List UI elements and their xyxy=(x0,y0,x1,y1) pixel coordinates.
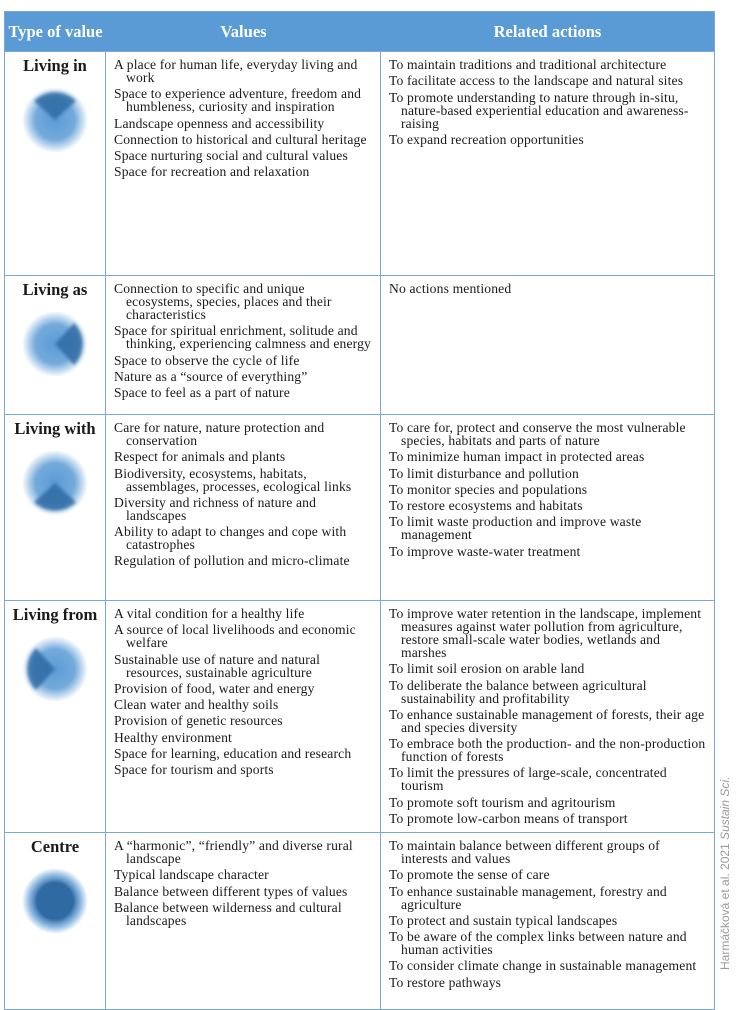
action-item: To limit soil erosion on arable land xyxy=(389,661,585,677)
actions-cell-list xyxy=(389,839,708,989)
actions-cell-list xyxy=(389,282,708,295)
action-item: To promote low-carbon means of transport xyxy=(389,811,628,827)
table-row xyxy=(5,832,714,1009)
table-row xyxy=(5,600,714,832)
action-item: To enhance sustainable management, forestry and agriculture xyxy=(389,883,667,912)
values-cell xyxy=(106,276,381,414)
value-item: Space for recreation and relaxation xyxy=(114,164,310,180)
value-item: Provision of genetic resources xyxy=(114,713,283,729)
value-item: A place for human life, everyday living and work xyxy=(114,57,358,85)
table-row xyxy=(5,51,714,275)
value-item: Space for learning, education and research xyxy=(114,746,352,762)
action-item: To maintain traditions and traditional architecture xyxy=(389,57,667,72)
header-type-of-value: Type of value xyxy=(8,21,103,41)
citation-authors: Harmáčková et al. 2021 xyxy=(718,839,732,970)
value-item: Provision of food, water and energy xyxy=(114,680,315,696)
action-item: To consider climate change in sustainable management xyxy=(389,958,697,974)
type-label: Living from xyxy=(12,605,98,624)
actions-cell xyxy=(381,52,714,275)
type-label: Living in xyxy=(23,56,87,75)
value-item: Diversity and richness of nature and landscapes xyxy=(114,494,317,523)
value-item: Space nurturing social and cultural values xyxy=(114,148,348,164)
values-cell xyxy=(106,415,381,600)
action-item: To minimize human impact in protected areas xyxy=(389,449,645,465)
value-item: Nature as a “source of everything” xyxy=(114,368,308,384)
circle-wedge-right-icon xyxy=(22,311,88,377)
action-item: To restore ecosystems and habitats xyxy=(389,498,583,514)
value-item: Ability to adapt to changes and cope with catastrophes xyxy=(114,524,347,553)
actions-cell xyxy=(381,276,714,414)
action-item: To be aware of the complex links between nature and human activities xyxy=(389,929,687,958)
action-item: To limit the pressures of large-scale, concentrated tourism xyxy=(389,765,667,794)
values-cell-list xyxy=(114,607,374,776)
values-cell-list xyxy=(114,839,374,927)
value-item: A source of local livelihoods and economic welfare xyxy=(114,622,356,651)
action-item: To restore pathways xyxy=(389,974,502,990)
action-item: To promote the sense of care xyxy=(389,867,550,883)
values-cell-list xyxy=(114,58,374,178)
type-cell xyxy=(5,601,106,832)
value-item: Respect for animals and plants xyxy=(114,449,286,465)
action-item: To improve water retention in the landscape, implement measures against water pollution from agriculture, restore small-scale water bodies, wetlands and marshes xyxy=(389,606,702,660)
value-item: Space to observe the cycle of life xyxy=(114,352,300,368)
value-item: Balance between wilderness and cultural landscapes xyxy=(114,899,342,928)
type-cell xyxy=(5,276,106,414)
action-item: To limit disturbance and pollution xyxy=(389,465,579,481)
value-item: Space to experience adventure, freedom and humbleness, curiosity and inspiration xyxy=(114,86,362,115)
type-label: Living as xyxy=(22,280,88,299)
action-item: To promote soft tourism and agritourism xyxy=(389,794,616,810)
value-item: Regulation of pollution and micro-climate xyxy=(114,553,350,569)
value-item: Connection to specific and unique ecosystems, species, places and their characteristics xyxy=(114,281,332,322)
type-cell xyxy=(5,415,106,600)
table-row xyxy=(5,414,714,600)
action-item: To facilitate access to the landscape and natural sites xyxy=(389,73,684,89)
values-cell xyxy=(106,601,381,832)
type-label: Living with xyxy=(14,419,96,438)
circle-wedge-left-icon xyxy=(22,636,88,702)
value-item: Space to feel as a part of nature xyxy=(114,385,290,401)
action-item: To monitor species and populations xyxy=(389,481,588,497)
value-item: Connection to historical and cultural heritage xyxy=(114,131,367,147)
values-cell xyxy=(106,833,381,1009)
citation xyxy=(718,777,732,970)
value-item: Clean water and healthy soils xyxy=(114,697,279,713)
action-item: To enhance sustainable management of forests, their age and species diversity xyxy=(389,706,705,735)
values-cell-list xyxy=(114,282,374,399)
actions-cell xyxy=(381,601,714,832)
type-label: Centre xyxy=(30,837,80,856)
action-item: To embrace both the production- and the non-production function of forests xyxy=(389,736,706,765)
header-values: Values xyxy=(220,21,267,41)
circle-wedge-top-icon xyxy=(22,87,88,153)
action-item: To maintain balance between different groups of interests and values xyxy=(389,838,660,866)
value-item: Landscape openness and accessibility xyxy=(114,115,325,131)
actions-cell-list xyxy=(389,58,708,146)
values-table xyxy=(4,11,715,1010)
actions-cell xyxy=(381,415,714,600)
header-related-actions: Related actions xyxy=(493,21,602,41)
citation-journal: Sustain Sci. xyxy=(718,776,732,840)
action-item: To limit waste production and improve waste management xyxy=(389,514,642,543)
values-cell-list xyxy=(114,421,374,567)
action-item: To protect and sustain typical landscapes xyxy=(389,912,618,928)
table-header xyxy=(5,12,714,51)
value-item: Space for tourism and sports xyxy=(114,762,274,778)
values-cell xyxy=(106,52,381,275)
action-item: To improve waste-water treatment xyxy=(389,543,581,559)
actions-cell xyxy=(381,833,714,1009)
action-item: To care for, protect and conserve the most vulnerable species, habitats and parts of nature xyxy=(389,420,686,448)
value-item: Space for spiritual enrichment, solitude and thinking, experiencing calmness and energy xyxy=(114,323,372,352)
actions-cell-list xyxy=(389,421,708,558)
action-item: To deliberate the balance between agricultural sustainability and profitability xyxy=(389,677,647,706)
value-item: A “harmonic”, “friendly” and diverse rural landscape xyxy=(114,838,353,866)
table-body xyxy=(5,51,714,1009)
action-item: No actions mentioned xyxy=(389,281,512,296)
actions-cell-list xyxy=(389,607,708,825)
type-cell xyxy=(5,833,106,1009)
type-cell xyxy=(5,52,106,275)
action-item: To promote understanding to nature through in-situ, nature-based experiential education and awareness-raising xyxy=(389,89,689,131)
value-item: Healthy environment xyxy=(114,729,232,745)
value-item: Typical landscape character xyxy=(114,867,269,883)
circle-wedge-bottom-icon xyxy=(22,450,88,516)
circle-centre-icon xyxy=(22,868,88,934)
value-item: A vital condition for a healthy life xyxy=(114,606,305,621)
value-item: Biodiversity, ecosystems, habitats, assemblages, processes, ecological links xyxy=(114,465,352,494)
value-item: Balance between different types of values xyxy=(114,883,348,899)
action-item: To expand recreation opportunities xyxy=(389,131,584,147)
value-item: Care for nature, nature protection and conservation xyxy=(114,420,325,448)
table-row xyxy=(5,275,714,414)
value-item: Sustainable use of nature and natural resources, sustainable agriculture xyxy=(114,651,320,680)
